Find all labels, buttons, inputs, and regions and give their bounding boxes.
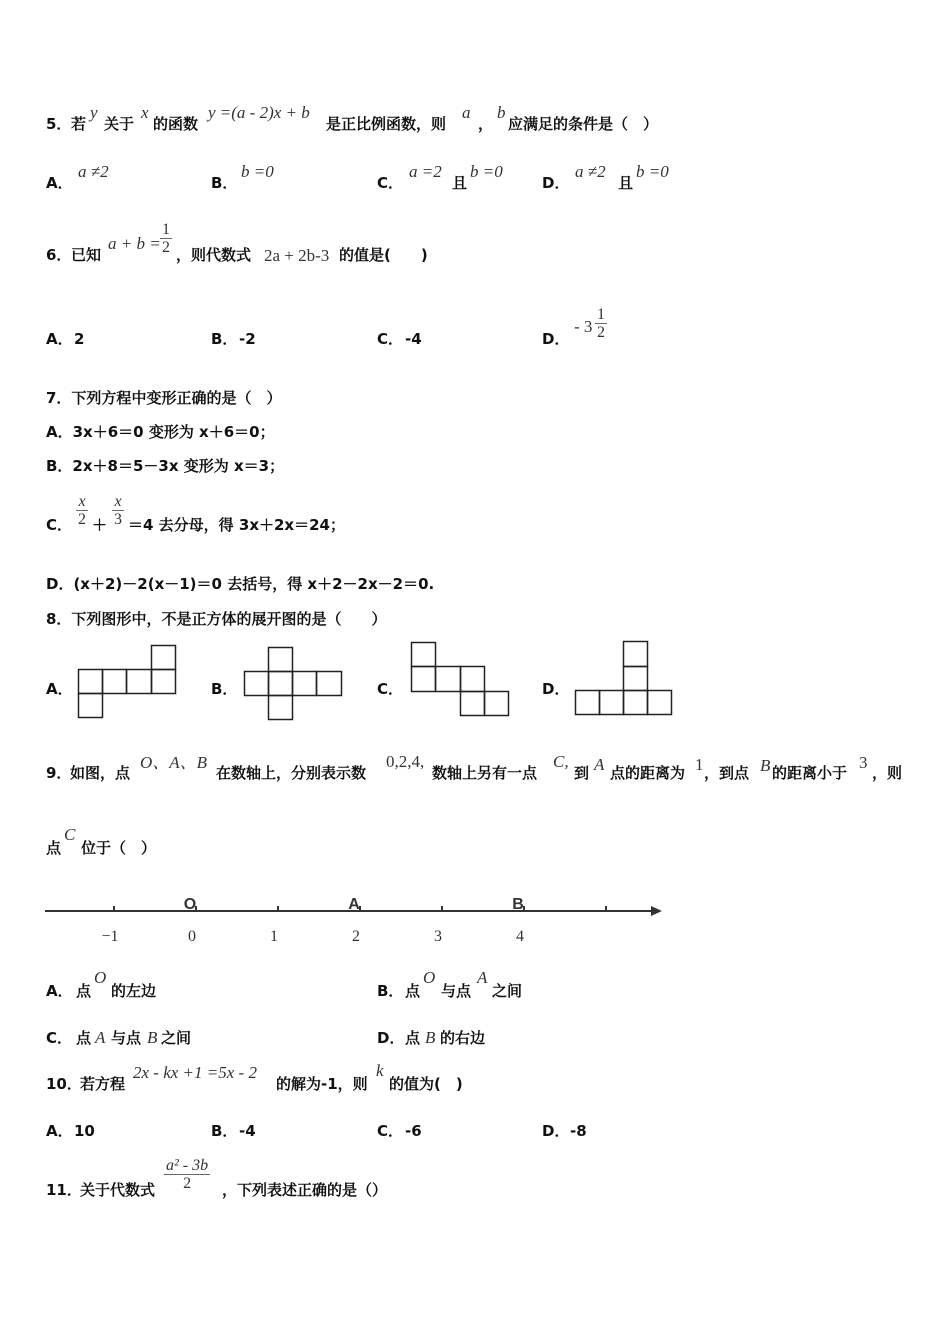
q9-stem-pre: 如图，点: [70, 764, 131, 782]
q6-option-b-text: -2: [239, 330, 256, 348]
q9-option-b-pre: 点: [405, 982, 421, 1000]
number-line-tick-label: 2: [352, 928, 360, 945]
q10-stem-mid: 的解为-1，则: [276, 1075, 368, 1093]
q9-option-b-point1: O: [423, 968, 436, 987]
q10-option-c-text: -6: [405, 1122, 422, 1140]
q9-option-d-mid: 的右边: [440, 1029, 486, 1047]
q11-stem-post: ，下列表述正确的是（）: [222, 1181, 388, 1199]
q6-lhs: a + b =: [108, 234, 161, 253]
q7-option-c-fraction-2-den: 3: [114, 511, 122, 528]
q8-option-b-net: [244, 647, 344, 722]
q9-line2-post: 位于（ ）: [81, 839, 157, 857]
q10-option-c-letter: C．: [377, 1122, 404, 1140]
q9-option-a-letter: A．: [46, 982, 73, 1000]
q7-option-c-fraction-1-den: 2: [78, 511, 86, 528]
q9-number-line: [0, 880, 700, 950]
q9-point-c: C,: [553, 752, 569, 771]
q6-option-c-letter: C．: [377, 330, 404, 348]
number-line-tick-label: −1: [101, 928, 119, 945]
q6-option-d-numerator: 1: [597, 306, 605, 323]
number-line-point-label: O: [183, 896, 197, 913]
q6-option-d-letter: D．: [542, 330, 570, 348]
q5-option-a-expr: a ≠2: [78, 162, 109, 181]
q9-option-d-point: B: [425, 1028, 436, 1047]
q5-option-c-qie: 且: [452, 174, 468, 192]
q10-option-a-text: 10: [74, 1122, 95, 1140]
q10-var-k: k: [376, 1061, 384, 1080]
q6-option-d-whole: - 3: [574, 317, 593, 336]
q5-comma: ，: [478, 115, 494, 133]
number-line-point-label: A: [348, 896, 360, 913]
q6-stem-mid: ，则代数式: [176, 246, 252, 264]
q7-option-c-fraction-1-num: x: [78, 493, 86, 510]
q5-stem-post: 应满足的条件是（ ）: [508, 115, 659, 133]
q10-option-b-text: -4: [239, 1122, 256, 1140]
q8-option-c-letter: C．: [377, 680, 404, 698]
q6-fraction-numerator: 1: [162, 221, 170, 238]
q9-point-a: A: [594, 755, 605, 774]
q5-stem-hanshu: 的函数: [153, 115, 199, 133]
q5-option-c-expr2: b =0: [470, 162, 503, 181]
q6-stem-post: 的值是( ): [339, 246, 428, 264]
q7-option-c-rest: ＝4 去分母，得 3x＋2x＝24；: [128, 516, 345, 534]
q7-option-c-letter: C．: [46, 516, 73, 534]
q5-option-b-expr: b =0: [241, 162, 274, 181]
q8-option-d-letter: D．: [542, 680, 570, 698]
q5-var-x: x: [141, 103, 149, 122]
q6-option-c-text: -4: [405, 330, 422, 348]
q10-option-d-letter: D．: [542, 1122, 570, 1140]
q9-option-b-point2: A: [477, 968, 488, 987]
q11-stem-pre: 关于代数式: [80, 1181, 156, 1199]
q9-option-a-pre: 点: [76, 982, 92, 1000]
q5-var-b: b: [497, 103, 506, 122]
q8-option-c-net: [411, 642, 511, 718]
q9-stem-mid2: 数轴上另有一点: [432, 764, 538, 782]
q9-distance-three: 3: [859, 753, 868, 772]
number-line-tick-label: 3: [434, 928, 442, 945]
q9-stem-mid3: 到: [574, 764, 590, 782]
q9-option-b-post: 之间: [492, 982, 523, 1000]
q6-option-a-text: 2: [74, 330, 85, 348]
q5-stem-mid: 是正比例函数，则: [326, 115, 447, 133]
q5-option-c-letter: C．: [377, 174, 404, 192]
q7-option-c-fraction-2: [112, 494, 124, 528]
q9-point-b: B: [760, 756, 771, 775]
q9-option-a-point: O: [94, 968, 107, 987]
q5-option-d-expr: a ≠2: [575, 162, 606, 181]
q9-option-b-letter: B．: [377, 982, 404, 1000]
q9-option-b-mid: 与点: [441, 982, 472, 1000]
q8-option-d-net: [575, 641, 675, 717]
q11-fraction: [164, 1158, 210, 1192]
q10-option-d-text: -8: [570, 1122, 587, 1140]
q11-fraction-numerator: a² - 3b: [166, 1157, 209, 1174]
q9-distance-one: 1: [695, 755, 704, 774]
q7-stem: 7．下列方程中变形正确的是（ ）: [46, 389, 282, 407]
q9-option-c-post: 之间: [161, 1029, 192, 1047]
q6-option-b-letter: B．: [211, 330, 238, 348]
q10-stem-pre: 若方程: [80, 1075, 126, 1093]
q5-number: 5．: [46, 115, 72, 133]
q6-option-a-letter: A．: [46, 330, 73, 348]
q9-option-c-letter: C．: [46, 1029, 73, 1047]
q10-number: 10．: [46, 1075, 82, 1093]
number-line-tick-label: 4: [516, 928, 524, 945]
q8-option-b-letter: B．: [211, 680, 238, 698]
q9-stem-end: ，则: [872, 764, 903, 782]
q9-option-c-point2: B: [147, 1028, 158, 1047]
q8-option-a-net: [78, 645, 178, 720]
q9-stem-mid5: ，到点: [704, 764, 750, 782]
q7-option-c-fraction-1: [76, 494, 88, 528]
q5-option-d-expr2: b =0: [636, 162, 669, 181]
q5-stem-pre: 若: [71, 115, 87, 133]
q8-option-a-letter: A．: [46, 680, 73, 698]
q11-number: 11．: [46, 1181, 82, 1199]
q6-number: 6．: [46, 246, 72, 264]
q11-fraction-denominator: 2: [164, 1174, 210, 1192]
q6-fraction-denominator: 2: [162, 239, 170, 256]
q9-points: O、A、B: [140, 753, 208, 772]
q5-option-d-letter: D．: [542, 174, 570, 192]
q6-fraction: [160, 222, 172, 256]
q9-option-c-mid: 与点: [111, 1029, 142, 1047]
q9-numbers: 0,2,4,: [386, 752, 425, 771]
q9-number: 9．: [46, 764, 72, 782]
q7-option-a: A．3x＋6＝0 变形为 x＋6＝0；: [46, 423, 275, 441]
q5-option-c-expr: a =2: [409, 162, 442, 181]
q5-option-a-letter: A．: [46, 174, 73, 192]
number-line-arrow-icon: [651, 906, 662, 916]
q6-option-d-fraction: [595, 307, 607, 341]
q10-stem-post: 的值为( ): [389, 1075, 463, 1093]
q7-option-d: D．(x＋2)－2(x－1)＝0 去括号，得 x＋2－2x－2＝0.: [46, 575, 435, 593]
number-line-tick-label: 0: [188, 928, 196, 945]
q5-stem-guanyu: 关于: [104, 115, 135, 133]
q10-option-a-letter: A．: [46, 1122, 73, 1140]
number-line-point-label: B: [512, 896, 524, 913]
q6-stem-pre: 已知: [71, 246, 102, 264]
q5-option-b-letter: B．: [211, 174, 238, 192]
q9-stem-mid6: 的距离小于: [772, 764, 848, 782]
q9-stem-mid1: 在数轴上，分别表示数: [216, 764, 367, 782]
q9-option-c-point1: A: [95, 1028, 106, 1047]
q9-option-d-letter: D．: [377, 1029, 405, 1047]
q7-option-c-plus: ＋: [92, 516, 108, 534]
q6-expression: 2a + 2b-3: [264, 246, 330, 265]
number-line-tick-label: 1: [270, 928, 278, 945]
q6-option-d-denominator: 2: [597, 324, 605, 341]
q5-option-d-qie: 且: [618, 174, 634, 192]
q10-equation: 2x - kx +1 =5x - 2: [133, 1063, 257, 1082]
q9-line2-pre: 点: [46, 839, 62, 857]
q8-stem: 8．下列图形中，不是正方体的展开图的是（ ）: [46, 610, 387, 628]
q9-line2-point-c: C: [64, 825, 76, 844]
q5-var-a: a: [462, 103, 471, 122]
q9-option-a-mid: 的左边: [111, 982, 157, 1000]
q5-function: y =(a - 2)x + b: [208, 103, 310, 122]
q9-stem-mid4: 点的距离为: [610, 764, 686, 782]
q10-option-b-letter: B．: [211, 1122, 238, 1140]
q7-option-c-fraction-2-num: x: [114, 493, 122, 510]
q7-option-b: B．2x＋8＝5－3x 变形为 x＝3；: [46, 457, 285, 475]
q5-var-y: y: [90, 103, 98, 122]
q9-option-d-pre: 点: [405, 1029, 421, 1047]
q9-option-c-pre: 点: [76, 1029, 92, 1047]
